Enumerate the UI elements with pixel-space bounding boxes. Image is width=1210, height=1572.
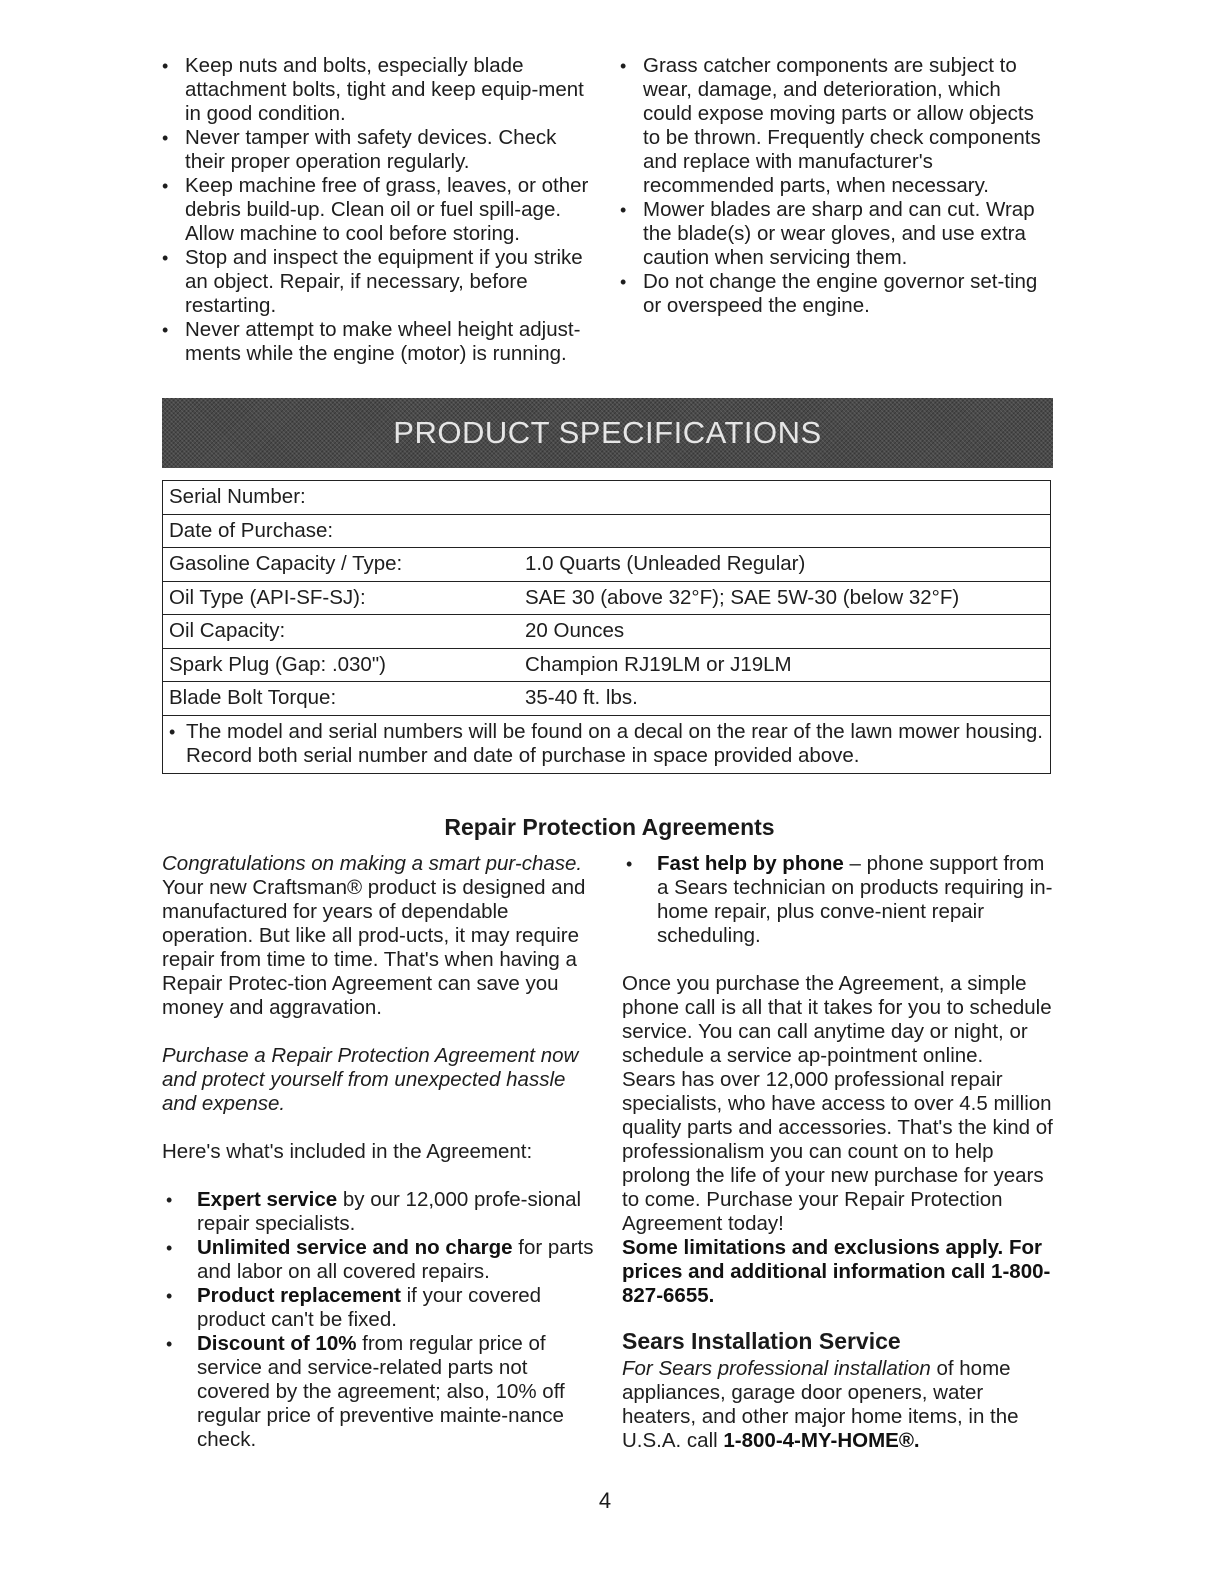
purchase-paragraph [162, 1044, 594, 1116]
limitations-bold: Some limitations and exclusions apply. For prices and additional information call 1-800-827-6655. [622, 1236, 1051, 1307]
list-item: • Mower blades are sharp and can cut. Wrap the blade(s) or wear gloves, and use extra caution when servicing them. [618, 198, 1048, 270]
list-item: • Never attempt to make wheel height adjust-ments while the engine (motor) is running. [160, 318, 590, 366]
repair-left-column [162, 852, 594, 1452]
benefit-text: if your covered product can't be fixed. [197, 1284, 542, 1331]
spec-value: Champion RJ19LM or J19LM [519, 648, 1051, 682]
limitations-paragraph [622, 1236, 1054, 1308]
table-row [163, 481, 1051, 515]
list-item: • Never tamper with safety devices. Check their proper operation regularly. [160, 126, 590, 174]
spec-value: SAE 30 (above 32°F); SAE 5W-30 (below 32°F) [519, 581, 1051, 615]
safety-left-column [160, 54, 590, 366]
table-row [163, 514, 1051, 548]
list-item [622, 852, 1054, 948]
benefit-bold: Expert service [197, 1188, 338, 1211]
table-row [163, 548, 1051, 582]
list-item [162, 1236, 594, 1284]
specifications-table [162, 480, 1051, 774]
once-paragraph: Once you purchase the Agreement, a simple phone call is all that it takes for you to schedule service. You can call anytime day or night, or schedule a service ap-pointment online. [622, 972, 1052, 1067]
benefit-bold: Fast help by phone [657, 852, 844, 875]
spec-label: Oil Capacity: [163, 615, 520, 649]
spec-value [519, 514, 1051, 548]
spec-value [519, 481, 1051, 515]
page-number: 4 [598, 1488, 612, 1513]
included-paragraph: Here's what's included in the Agreement: [162, 1140, 533, 1163]
table-row [163, 581, 1051, 615]
benefit-text: – phone support from a Sears technician on products requiring in-home repair, plus conve-nient repair scheduling. [657, 852, 1053, 947]
benefit-text: by our 12,000 profe-sional repair specialists. [197, 1188, 582, 1235]
agreement-benefits-list [162, 1188, 594, 1452]
list-item: • Keep machine free of grass, leaves, or other debris build-up. Clean oil or fuel spill-age. Allow machine to cool before storing. [160, 174, 590, 246]
benefit-bold: Unlimited service and no charge [197, 1236, 513, 1259]
phone-help-list [622, 852, 1054, 948]
intro-text: Your new Craftsman® product is designed and manufactured for years of dependable operation. But like all prod-ucts, it may require repair from time to time. That's when having a Repair Protec-tion Agreement can save you money and aggravation. [162, 876, 586, 1019]
safety-bullets [160, 54, 1050, 366]
list-item [162, 1284, 594, 1332]
spec-value: 20 Ounces [519, 615, 1051, 649]
banner-title: PRODUCT SPECIFICATIONS [393, 415, 822, 450]
safety-right-column [618, 54, 1048, 366]
spec-value: 35-40 ft. lbs. [519, 682, 1051, 716]
table-row [163, 682, 1051, 716]
benefit-text: for parts and labor on all covered repairs. [197, 1236, 594, 1283]
intro-paragraph [162, 852, 594, 1020]
purchase-italic: Purchase a Repair Protection Agreement now and protect yourself from unexpected hassle and expense. [162, 1044, 579, 1115]
spec-label: Date of Purchase: [163, 514, 520, 548]
product-specifications-banner [162, 398, 1053, 468]
list-item: • Keep nuts and bolts, especially blade attachment bolts, tight and keep equip-ment in good condition. [160, 54, 590, 126]
repair-protection-title: Repair Protection Agreements [444, 814, 775, 840]
list-item: • Grass catcher components are subject to wear, damage, and deterioration, which could expose moving parts or allow objects to be thrown. Frequently check components and replace with manufacturer's recommended parts, when necessary. [618, 54, 1048, 198]
safety-list-right [618, 54, 1048, 318]
installation-paragraph [622, 1357, 1054, 1453]
spec-label: Blade Bolt Torque: [163, 682, 520, 716]
installation-service-title: Sears Installation Service [622, 1328, 901, 1354]
benefit-bold: Product replacement [197, 1284, 401, 1307]
spec-value: 1.0 Quarts (Unleaded Regular) [519, 548, 1051, 582]
list-item: • Do not change the engine governor set-ting or overspeed the engine. [618, 270, 1048, 318]
installation-italic: For Sears professional installation [622, 1357, 931, 1380]
benefit-bold: Discount of 10% [197, 1332, 357, 1355]
spec-label: Gasoline Capacity / Type: [163, 548, 520, 582]
table-row [163, 715, 1051, 773]
repair-right-column [622, 852, 1054, 1453]
spec-label: Serial Number: [169, 485, 306, 509]
table-row [163, 615, 1051, 649]
installation-text: of home appliances, garage door openers, water heaters, and other major home items, in the U.S.A. call [622, 1357, 1019, 1452]
table-row [163, 648, 1051, 682]
spec-label: Oil Type (API-SF-SJ): [163, 581, 520, 615]
list-item [162, 1332, 594, 1452]
safety-list-left [160, 54, 590, 366]
spec-label: Spark Plug (Gap: .030") [163, 648, 520, 682]
list-item [162, 1188, 594, 1236]
installation-phone: 1-800-4-MY-HOME®. [723, 1429, 920, 1452]
spec-note-cell [163, 715, 1051, 773]
sears-paragraph: Sears has over 12,000 professional repair specialists, who have access to over 4.5 million quality parts and accessories. That's the kind of professionalism you can count on to help prolong the life of your new purchase for years to come. Purchase your Repair Protection Agreement today! [622, 1068, 1053, 1235]
intro-italic: Congratulations on making a smart pur-chase. [162, 852, 583, 875]
spec-note: • The model and serial numbers will be found on a decal on the rear of the lawn mower housing. Record both serial number and date of purchase in space provided above. [169, 720, 1044, 768]
list-item: • Stop and inspect the equipment if you strike an object. Repair, if necessary, before restarting. [160, 246, 590, 318]
benefit-text: from regular price of service and service-related parts not covered by the agreement; also, 10% off regular price of preventive mainte-nance check. [197, 1332, 565, 1451]
